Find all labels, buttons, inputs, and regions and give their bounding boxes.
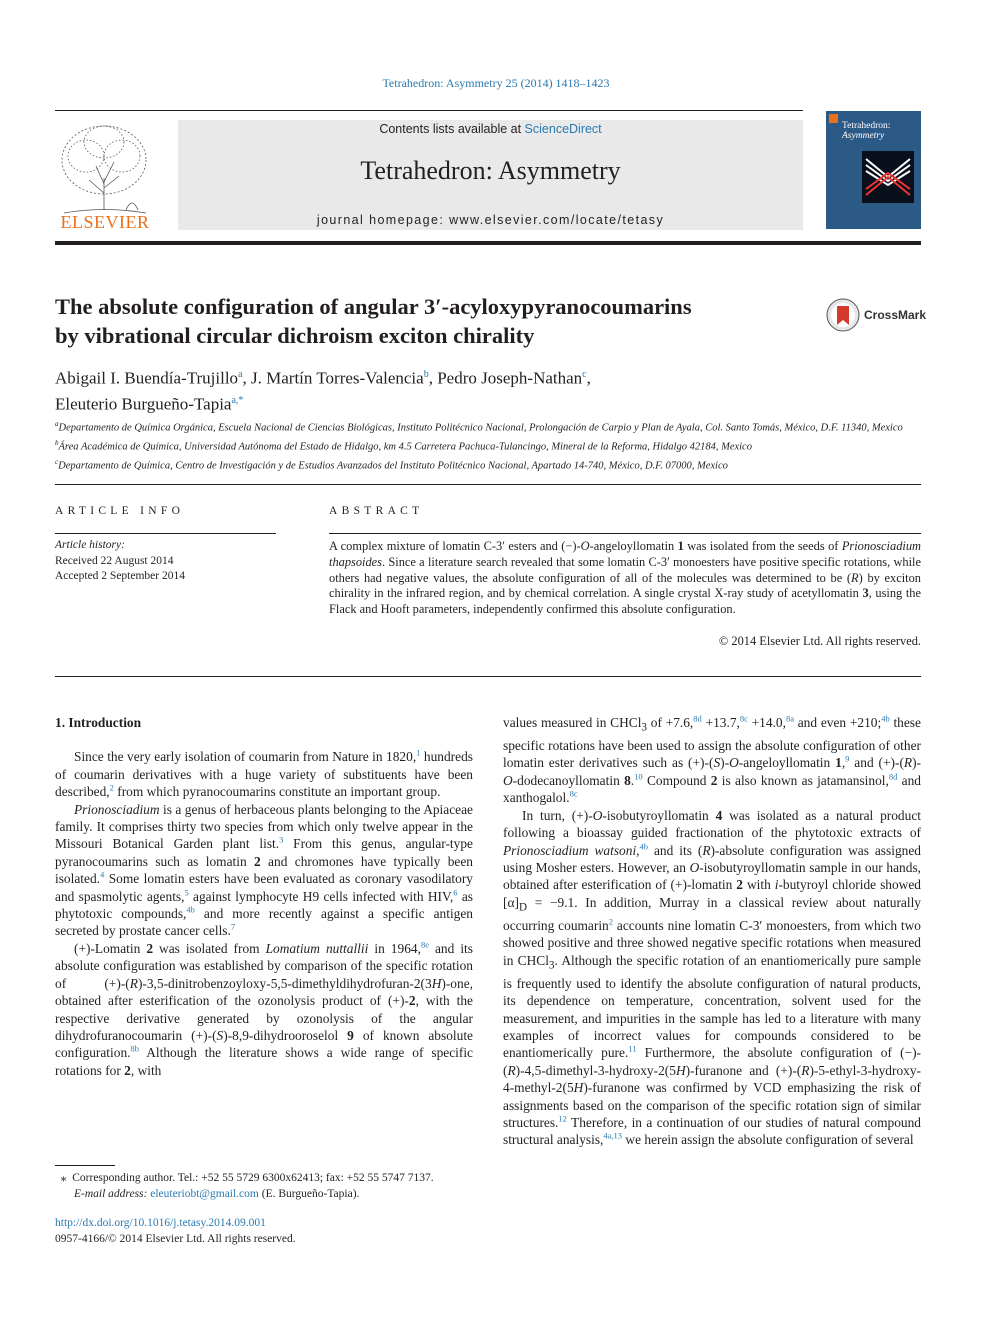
author-list: Abigail I. Buendía-Trujillo$^a$, J. Martín Torres-Valencia$^b$, Pedro Joseph-Nathan$^c$, Eleuterio Burgueño-Tapia$^{a,*}$	[55, 368, 591, 414]
body-paragraph: values measured in CHCl$_3$ of +7.6,$^{8d}$ +13.7,$^{8c}$ +14.0,$^{8a}$ and even +210;$^{4b}$ these specific rotations have been used to assign the absolute configuration of other lomatin ester derivatives such as (+)-(S)-O-angeloyllomatin 1,$^9$ and (+)-(R)-O-dodecanoyllomatin 8.10 Compound 2 is also known as jatamansinol,$^{8d}$ and xanthogalol.$^{8c}$	[503, 713, 922, 806]
affiliation: $^b$Área Académica de Química, Universidad Autónoma del Estado de Hidalgo, km 4.5 Carretera Pachuca-Tulancingo, Mineral de la Reforma, Hidalgo 42184, Mexico	[55, 439, 752, 453]
author[interactable]: J. Martín Torres-Valencia	[251, 368, 424, 388]
title-line-2: by vibrational circular dichroism exciton chirality	[55, 323, 535, 348]
affiliation: $^a$Departamento de Química Orgánica, Escuela Nacional de Ciencias Biológicas, Instituto Politécnico Nacional, Prolongación de Carpio y Plan de Ayala, Col. Santo Tomás, México, D.F. 11340, Mexico	[55, 420, 903, 434]
affil-rule	[55, 484, 921, 485]
journal-title: Tetrahedron: Asymmetry	[360, 156, 621, 185]
author[interactable]: Abigail I. Buendía-Trujillo	[55, 368, 239, 388]
abstract-rule	[329, 533, 921, 534]
crossmark-label: CrossMark	[864, 308, 927, 322]
abstract-copyright: © 2014 Elsevier Ltd. All rights reserved.	[718, 634, 921, 648]
contents-prefix: Contents lists available at	[379, 122, 525, 136]
title-line-1: The absolute configuration of angular 3′-acyloxypyranocoumarins	[55, 294, 692, 319]
journal-banner	[178, 120, 803, 230]
elsevier-logo	[54, 118, 156, 234]
publisher-name: ELSEVIER	[60, 212, 150, 232]
journal-citation[interactable]: Tetrahedron: Asymmetry 25 (2014) 1418–1423	[382, 76, 610, 90]
accepted-date: Accepted 2 September 2014	[55, 570, 185, 582]
issn-line: 0957-4166/© 2014 Elsevier Ltd. All rights reserved.	[55, 1232, 296, 1245]
cover-logo-icon	[829, 114, 838, 123]
article-info-heading: ARTICLE INFO	[55, 505, 185, 517]
body-paragraph: Since the very early isolation of coumarin from Nature in 1820,$^1$ hundreds of coumarin derivatives with a huge variety of substituents have been described,$^2$ from which pyranocoumarins constitute an important group.	[55, 747, 473, 800]
body-column-left	[55, 714, 473, 1079]
doi-link[interactable]: http://dx.doi.org/10.1016/j.tetasy.2014.09.001	[55, 1217, 266, 1229]
author[interactable]: Pedro Joseph-Nathan	[437, 368, 583, 388]
contents-line	[178, 122, 803, 136]
abstract-heading: ABSTRACT	[329, 505, 424, 517]
article-history	[55, 538, 285, 585]
body-paragraph: Prionosciadium is a genus of herbaceous plants belonging to the Apiaceae family. It comprises thirty two species from which only twelve appear in the Missouri Botanical Garden plant list.$^3$ From this genus, angular-type pyranocoumarins such as lomatin 2 and chromones have typically been isolated.$^4$ Some lomatin esters have been evaluated as coronary vasodilatory and spasmolytic agents,$^5$ against lymphocyte H9 cells infected with HIV,$^6$ as phytotoxic compounds,$^{4b}$ and more recently against a specific antigen secreted by prostate cancer cells.$^7$	[55, 801, 474, 939]
author[interactable]: Eleuterio Burgueño-Tapia	[55, 394, 232, 414]
crossmark-badge[interactable]	[826, 297, 926, 333]
cover-image-icon	[862, 151, 914, 203]
journal-cover[interactable]	[826, 111, 921, 229]
footnote-rule	[55, 1165, 115, 1166]
received-date: Received 22 August 2014	[55, 554, 174, 567]
sciencedirect-link[interactable]: ScienceDirect	[524, 122, 602, 136]
affiliation-list	[55, 417, 921, 474]
corresponding-footnote	[55, 1170, 473, 1202]
section-heading: 1. Introduction	[55, 715, 142, 730]
email-link[interactable]: eleuteriobt@gmail.com	[150, 1188, 259, 1200]
article-title	[55, 292, 805, 350]
crossmark-icon	[826, 298, 860, 332]
body-top-rule	[55, 676, 921, 677]
header-bottom-rule	[55, 241, 921, 245]
article-info-rule	[55, 533, 276, 534]
email-note: E-mail address: eleuteriobt@gmail.com (E. Burgueño-Tapia).	[74, 1188, 360, 1200]
abstract-text: A complex mixture of lomatin C-3′ esters and (−)-O-angeloyllomatin 1 was isolated from the seeds of Prionosciadium thapsoides. Since a literature search revealed that some lomatin C-3′ monoesters have positive specific rotations, while others had negative values, the absolute configuration of all of the molecules was determined to be (R) by exciton chirality in the infrared region, and by chemical correlation. A single crystal X-ray study of acetyllomatin 3, using the Flack and Hooft parameters, independently confirmed this absolute configuration.	[329, 539, 922, 617]
body-paragraph: In turn, (+)-O-isobutyroyllomatin 4 was isolated as a natural product following a bioassay guided fractionation of the phytotoxic extracts of Prionosciadium watsoni,$^{4b}$ and its (R)-absolute configuration was assigned using Mosher esters. However, an O-isobutyroyllomatin sample in our hands, obtained after esterification of (+)-lomatin 2 with i-butyroyl chloride showed $[\alpha]_D = -9.1$. In addition, Murray in a classical review about naturally occurring coumarin$^2$ accounts nine lomatin C-3′ monoesters, from which two showed positive and three showed negative specific rotations when measured in CHCl$_3$. Although the specific rotation of an enantiomerically pure sample is frequently used to identify the absolute configuration of natural products, its dependence on temperature, concentration, solvent used for the measurement, and impurities in the sample has led to a literature with many examples of incorrect values for compounds considered to be enantiomerically pure.$^{11}$ Furthermore, the absolute configuration of (−)-(R)-4,5-dimethyl-3-hydroxy-2(5H)-furanone and (+)-(R)-5-ethyl-3-hydroxy-4-methyl-2(5H)-furanone was confirmed by VCD emphasizing the risk of assignments based on the comparison of the specific rotation sign of similar structures.$^{12}$ Therefore, in a continuation of our studies of natural compound structural analysis,$^{4a,13}$ we herein assign the absolute configuration of several	[503, 807, 922, 1148]
body-paragraph: (+)-Lomatin 2 was isolated from Lomatium nuttallii in 1964,$^{8e}$ and its absolute configuration was established by comparison of the specific rotation of (+)-(R)-3,5-dinitrobenzoyloxy-5,5-dimethyldihydrofuran-2(3H)-one, obtained after esterification of the ozonolysis product of (+)-2, with the respective derivative generated by ozonolysis of the angular dihydrofuranocoumarin (+)-(S)-8,9-dihydrooroselol 9 of known absolute configuration.$^{8b}$ Although the literature shows a wide range of specific rotations for 2, with	[55, 939, 473, 1078]
header-top-rule	[55, 110, 803, 111]
history-label: Article history:	[55, 539, 125, 551]
affiliation: $^c$Departamento de Química, Centro de Investigación y de Estudios Avanzados del Instituto Politécnico Nacional, Apartado 14-740, México, D.F. 07000, Mexico	[55, 458, 728, 472]
doi-block	[55, 1216, 455, 1247]
body-column-right	[503, 714, 921, 1149]
corresponding-author-note: ⁎ Corresponding author. Tel.: +52 55 5729 6300x62413; fax: +52 55 5747 7137.	[55, 1172, 434, 1184]
journal-homepage[interactable]: journal homepage: www.elsevier.com/locate/tetasy	[316, 213, 665, 227]
cover-title: Tetrahedron: Asymmetry	[842, 121, 891, 141]
